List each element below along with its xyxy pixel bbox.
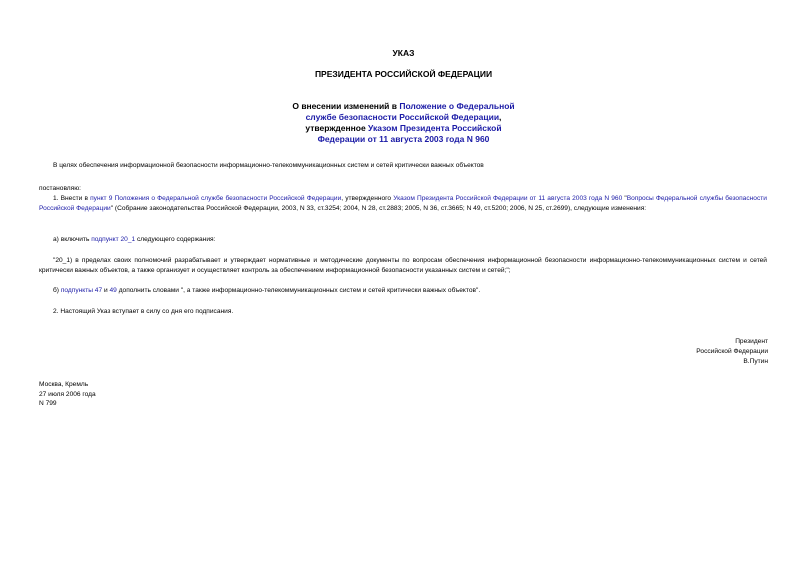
signature-name: В.Путин xyxy=(743,358,768,365)
regulation-link[interactable]: Положение о Федеральной xyxy=(399,101,515,111)
p1-text-3: " xyxy=(622,195,627,202)
document-issuer: ПРЕЗИДЕНТА РОССИЙСКОЙ ФЕДЕРАЦИИ xyxy=(314,69,493,79)
signature-country: Российской Федерации xyxy=(696,348,768,355)
place-date-block xyxy=(39,380,96,409)
subject-punct: , xyxy=(499,112,502,122)
decree-link-cont[interactable]: Федерации от 11 августа 2003 года N 960 xyxy=(317,134,490,144)
paragraph-a xyxy=(39,235,767,245)
subpoint-47-link[interactable]: подпункты 47 xyxy=(60,287,103,294)
pa-text: а) включить xyxy=(53,236,92,243)
p1-text: 1. Внести в xyxy=(53,195,91,202)
subject-text-2: утвержденное xyxy=(305,123,369,133)
subpoint-20-1-link[interactable]: подпункт 20_1 xyxy=(91,236,136,243)
place: Москва, Кремль xyxy=(39,381,89,388)
document-number: N 799 xyxy=(39,400,57,408)
p1-text-4: " (Собрание законодательства Российской Федерации, 2003, N 33, ст.3254; 2004, N 28, ст.2883; 2005, N 36, ст.3665; N 49, ст.5200; 2006, N 25, ст.2699), следующие изменения: xyxy=(110,204,647,212)
decree-word: постановляю: xyxy=(39,185,82,192)
document-title: УКАЗ xyxy=(392,48,415,58)
decree-960-link[interactable]: Указом Президента Российской Федерации от 11 августа 2003 года N 960 xyxy=(393,195,623,202)
document-subject xyxy=(0,101,807,145)
regulation-link-cont[interactable]: службе безопасности Российской Федерации xyxy=(305,112,500,122)
paragraph-1 xyxy=(39,194,767,213)
pa-text-2: следующего содержания: xyxy=(135,236,216,243)
p1-text-2: , утвержденного xyxy=(341,195,394,202)
subject-text: О внесении изменений в xyxy=(292,101,400,111)
point-9-link[interactable]: пункт 9 Положения о Федеральной службе безопасности Российской Федерации xyxy=(90,195,342,202)
date: 27 июля 2006 года xyxy=(39,390,96,398)
pb-text-3: дополнить словами ", а также информационно-телекоммуникационных систем и сетей критически важных объектов". xyxy=(116,287,481,294)
fsb-questions-link[interactable]: Вопросы Федеральной службы безопасности Российской Федерации xyxy=(39,195,767,212)
paragraph-2: 2. Настоящий Указ вступает в силу со дня его подписания. xyxy=(53,308,234,315)
paragraph-b xyxy=(39,286,767,296)
preamble: В целях обеспечения информационной безопасности информационно-телекоммуникационных систем и сетей критически важных объектов xyxy=(53,162,484,169)
pb-text-2: и xyxy=(102,287,110,294)
subpoint-49-link[interactable]: 49 xyxy=(109,287,117,294)
signature-title: Президент xyxy=(735,338,768,345)
signature-block xyxy=(696,337,768,367)
pb-text: б) xyxy=(53,287,61,294)
decree-link[interactable]: Указом Президента Российской xyxy=(368,123,502,133)
quoted-text: "20_1) в пределах своих полномочий разрабатывает и утверждает нормативные и методические документы по вопросам обеспечения информационной безопасности информационно-телекоммуникационных систем и сетей критически важных объектов, а также организует и осуществляет контроль за обеспечением информационной безопасности указанных систем и сетей;"; xyxy=(39,257,767,274)
